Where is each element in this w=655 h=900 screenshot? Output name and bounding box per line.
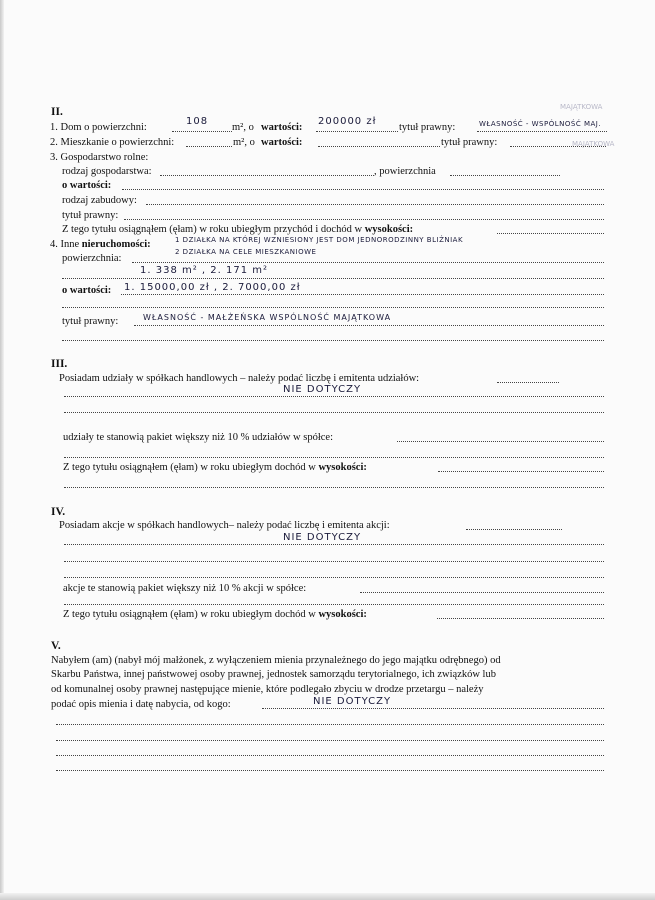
farm-income-text: Z tego tytułu osiągnąłem (ęłam) w roku ubiegłym przychód i dochód w — [62, 224, 365, 235]
shares-income-bold: wysokości: — [318, 462, 367, 473]
other-area-value: 1. 338 m² , 2. 171 m² — [140, 265, 269, 276]
farm-kind-field — [160, 175, 374, 176]
house-title-value: WŁASNOŚĆ - WSPÓLNOŚĆ MAJ. — [479, 120, 602, 128]
farm-title-field — [124, 219, 604, 220]
other-title-field-2 — [62, 340, 604, 341]
house-value-field — [316, 131, 398, 132]
house-area-label: 1. Dom o powierzchni: — [50, 122, 147, 133]
other-area-label: powierzchnia: — [62, 253, 122, 264]
flat-area-unit: m², o — [233, 137, 255, 148]
farm-buildings-label: rodzaj zabudowy: — [62, 195, 137, 206]
farm-buildings-field — [146, 204, 604, 205]
faint-margin-note: MAJĄTKOWA — [560, 103, 603, 111]
acquisition-text-4: podać opis mienia i datę nabycia, od kogo: — [51, 699, 231, 710]
other-property-label — [50, 239, 151, 251]
farm-income-bold: wysokości: — [364, 224, 414, 235]
flat-value-label: wartości: — [261, 137, 303, 148]
other-property-hw2: 2 DZIAŁKA NA CELE MIESZKANIOWE — [175, 248, 317, 256]
shares-income-text: Z tego tytułu osiągnąłem (ęłam) w roku ubiegłym dochód w — [63, 462, 319, 473]
other-value-field — [121, 294, 604, 295]
house-title-field — [477, 131, 607, 132]
acquisition-field-5 — [56, 770, 604, 771]
stocks-field-2 — [64, 544, 604, 545]
shares-package-field-2 — [64, 457, 604, 458]
other-property-hw1: 1 DZIAŁKA NA KTÓREJ WZNIESIONY JEST DOM JEDNORODZINNY BLIŹNIAK — [175, 236, 464, 244]
stocks-value: NIE DOTYCZY — [283, 532, 362, 543]
flat-area-field — [186, 146, 232, 147]
other-title-label: tytuł prawny: — [62, 316, 119, 327]
house-value: 200000 zł — [318, 116, 377, 127]
other-title-value: WŁASNOŚĆ - MAŁŻEŃSKA WSPÓLNOŚĆ MAJĄTKOWA — [143, 313, 392, 322]
shares-label: Posiadam udziały w spółkach handlowych – należy podać liczbę i emitenta udziałów: — [59, 373, 420, 384]
farm-income-field — [497, 233, 604, 234]
farm-area-field — [450, 175, 560, 176]
stocks-label: Posiadam akcje w spółkach handlowych– należy podać liczbę i emitenta akcji: — [59, 520, 390, 531]
other-title-field — [134, 325, 604, 326]
section-iii-heading: III. — [51, 358, 68, 370]
flat-title-field — [510, 146, 606, 147]
stocks-income-bold: wysokości: — [318, 609, 367, 620]
stocks-income-text: Z tego tytułu osiągnąłem (ęłam) w roku ubiegłym dochód w — [63, 609, 319, 620]
other-value-label: o wartości: — [62, 285, 112, 296]
farm-value-field — [122, 189, 604, 190]
scan-edge-left — [0, 0, 4, 900]
shares-value: NIE DOTYCZY — [283, 384, 362, 395]
acquisition-field-2 — [56, 724, 604, 725]
stocks-income-label — [63, 609, 367, 621]
flat-title-label: tytuł prawny: — [441, 137, 498, 148]
acquisition-text-1: Nabyłem (am) (nabył mój małżonek, z wyłączeniem mienia przynależnego do jego majątku odrębnego) od — [51, 655, 501, 666]
shares-field-3 — [64, 412, 604, 413]
shares-package-label: udziały te stanowią pakiet większy niż 10 % udziałów w spółce: — [63, 432, 334, 443]
shares-income-field-2 — [64, 487, 604, 488]
acquisition-field-4 — [56, 755, 604, 756]
other-area-field-2 — [62, 278, 604, 279]
flat-area-label: 2. Mieszkanie o powierzchni: — [50, 137, 175, 148]
shares-income-field — [438, 471, 604, 472]
farm-kind-label: rodzaj gospodarstwa: — [62, 166, 152, 177]
other-property-prefix: 4. Inne — [50, 239, 82, 250]
farm-title-label: tytuł prawny: — [62, 210, 119, 221]
acquisition-text-3: od komunalnej osoby prawnej następujące mienie, które podlegało zbyciu w drodze przetargu – należy — [51, 684, 484, 695]
stocks-package-label: akcje te stanowią pakiet większy niż 10 % akcji w spółce: — [63, 583, 307, 594]
acquisition-text-2: Skarbu Państwa, innej państwowej osoby prawnej, jednostek samorządu terytorialnego, ich związków lub — [51, 669, 496, 680]
stocks-field — [466, 529, 562, 530]
shares-field — [497, 382, 559, 383]
house-area-value: 108 — [186, 116, 209, 127]
farm-area-label: , powierzchnia — [374, 166, 436, 177]
house-area-unit: m², o — [232, 122, 254, 133]
other-value: 1. 15000,00 zł , 2. 7000,00 zł — [124, 282, 301, 293]
house-area-field — [172, 131, 232, 132]
flat-value-field — [318, 146, 440, 147]
section-iv-heading: IV. — [51, 506, 66, 518]
shares-field-2 — [64, 396, 604, 397]
farm-value-label: o wartości: — [62, 180, 112, 191]
stocks-package-field — [360, 592, 604, 593]
stocks-income-field — [437, 618, 604, 619]
other-property-bold: nieruchomości: — [81, 239, 151, 250]
acquisition-field-3 — [56, 740, 604, 741]
house-title-label: tytuł prawny: — [399, 122, 456, 133]
farm-income-label — [62, 224, 413, 236]
shares-income-label — [63, 462, 367, 474]
stocks-field-3 — [64, 561, 604, 562]
other-value-field-2 — [62, 307, 604, 308]
scan-edge-bottom — [0, 893, 655, 900]
section-ii-heading: II. — [51, 106, 63, 118]
acquisition-field — [262, 708, 604, 709]
stocks-field-4 — [64, 577, 604, 578]
shares-package-field — [397, 441, 604, 442]
other-area-field-1 — [132, 262, 604, 263]
house-value-label: wartości: — [261, 122, 303, 133]
faint-margin-note: MAJĄTKOWA — [572, 140, 615, 148]
section-v-heading: V. — [51, 640, 61, 652]
acquisition-value: NIE DOTYCZY — [313, 696, 392, 707]
stocks-package-field-2 — [64, 604, 604, 605]
farm-heading: 3. Gospodarstwo rolne: — [50, 152, 149, 163]
